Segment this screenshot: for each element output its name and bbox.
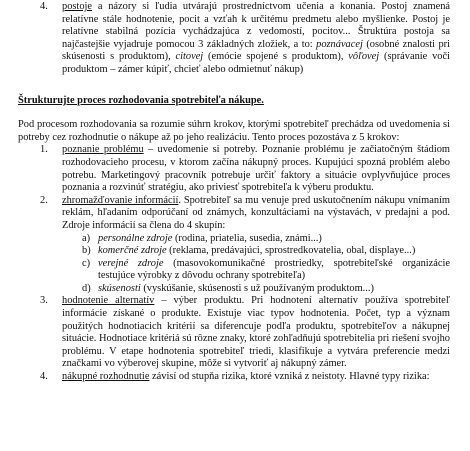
- list-item-step-4: [18, 371, 450, 384]
- item-number: 3.: [40, 295, 48, 307]
- step-text: závisí od stupňa rizika, ktoré vzniká z neistoty. Hlavné typy rizika:: [149, 371, 430, 383]
- source-letter: d): [82, 282, 91, 294]
- step-term: poznanie problému: [62, 144, 144, 156]
- attitudes-text-1: a názory si ľudia utvárajú prostredníctvom učenia a konania. Postoj znamená relatívne stále hodnotenie, pocit a vzťah k určitému predmetu alebo myšlienke. Postoj je relatívne stabilná pozícia vychádzajúca z vedomostí, pocitov... Štruktúra postoja sa najčastejšie vyjadruje pomocou 3 základných zložiek, a to:: [62, 1, 450, 50]
- item-number: 4.: [40, 371, 48, 383]
- step-term: hodnotenie alternatív: [62, 295, 155, 307]
- item-number: 4.: [40, 1, 48, 12]
- document-page: [0, 1, 470, 451]
- attitudes-text-4: (správanie voči produktom – zámer kúpiť, chcieť alebo odmietnuť nákup): [62, 51, 450, 75]
- step-text: – uvedomenie si potreby. Poznanie problému je začiatočným štádiom rozhodovacieho procesu, v ktorom začína nákupný proces. Kupujúci spozná problém alebo potrebu. Marketingový pracovník potrebuje určiť faktory a situácie ovplyvňujúce proces poznania a rozvinúť stratégiu, ako priviesť spotrebiteľa k výberu produktu.: [62, 144, 450, 194]
- source-name: verejné zdroje: [98, 257, 164, 269]
- source-item-d: [18, 283, 450, 296]
- source-letter: b): [82, 245, 91, 257]
- step-term: nákupné rozhodnutie: [62, 371, 150, 383]
- source-text: (vyskúšanie, skúsenosti s už používaným produktom...): [140, 282, 374, 294]
- list-item-attitudes: [18, 1, 450, 77]
- item-number: 2.: [40, 194, 48, 206]
- step-text: – výber produktu. Pri hodnotení alternatív používa spotrebiteľ informácie získané o produkte. Existuje viac typov hodnotenia. Počet, typ a význam použitých hodnotiacich kritérií sa diferencuje podľa produktu, spotrebiteľov a nákupnej situácie. Hodnotiace kritériá sú rôzne znaky, ktoré zohľadňujú spotrebitelia pri riešení svojho problému. V etape hodnotenia spotrebiteľ triedi, klasifikuje a vytvára preferencie medzi značkami vo výberovej skupine, môže si vytvoriť aj nákupný zámer.: [62, 295, 450, 370]
- intro-paragraph: Pod procesom rozhodovania sa rozumie súhrn krokov, ktorými spotrebiteľ prechádza od uvedomenia si potreby cez rozhodnutie o nákupe až po jeho realizáciu. Tento proces pozostáva z 5 krokov:: [18, 119, 450, 143]
- source-letter: a): [82, 232, 91, 244]
- list-item-step-1: [18, 144, 450, 194]
- source-text: (rodina, priatelia, susedia, známi...): [172, 232, 322, 244]
- attitudes-text-3: (emócie spojené s produktom),: [203, 51, 349, 63]
- section-heading: Štrukturujte proces rozhodovania spotrebiteľa nákupe.: [18, 94, 264, 106]
- component-affective: citovej: [175, 51, 204, 63]
- source-item-c: [18, 258, 450, 283]
- component-conative: vôľovej: [348, 51, 380, 63]
- source-text: (reklama, predávajúci, sprostredkovatelia, obal, displaye...): [166, 245, 416, 257]
- source-item-b: [18, 245, 450, 258]
- attitudes-text-2: (osobné znalosti pri skúsenosti s produktom),: [62, 38, 450, 63]
- decision-steps-list: [18, 144, 450, 383]
- source-text: (masovokomunikačné prostriedky, spotrebiteľské organizácie testujúce výrobky z dôvodu ochrany spotrebiteľa): [98, 257, 450, 282]
- list-item-step-3: [18, 295, 450, 371]
- source-letter: c): [82, 257, 91, 269]
- step-text: . Spotrebiteľ sa mu venuje pred uskutočnením nákupu vnímaním reklám, hľadaním odporúčaní od známych, konzultáciami na výstavách, v predajni a pod. Zdroje informácií sa člena do 4 skupín:: [62, 194, 451, 231]
- source-item-a: [18, 233, 450, 246]
- item-number: 1.: [40, 144, 48, 156]
- component-cognitive: poznávacej: [316, 38, 363, 50]
- step-term: zhromažďovanie informácií: [62, 194, 179, 206]
- term-attitudes: postoje: [62, 1, 93, 12]
- source-name: skúsenosti: [98, 282, 141, 294]
- source-name: personálne zdroje: [98, 232, 173, 244]
- list-item-step-2: [18, 195, 450, 233]
- source-name: komerčné zdroje: [98, 245, 167, 257]
